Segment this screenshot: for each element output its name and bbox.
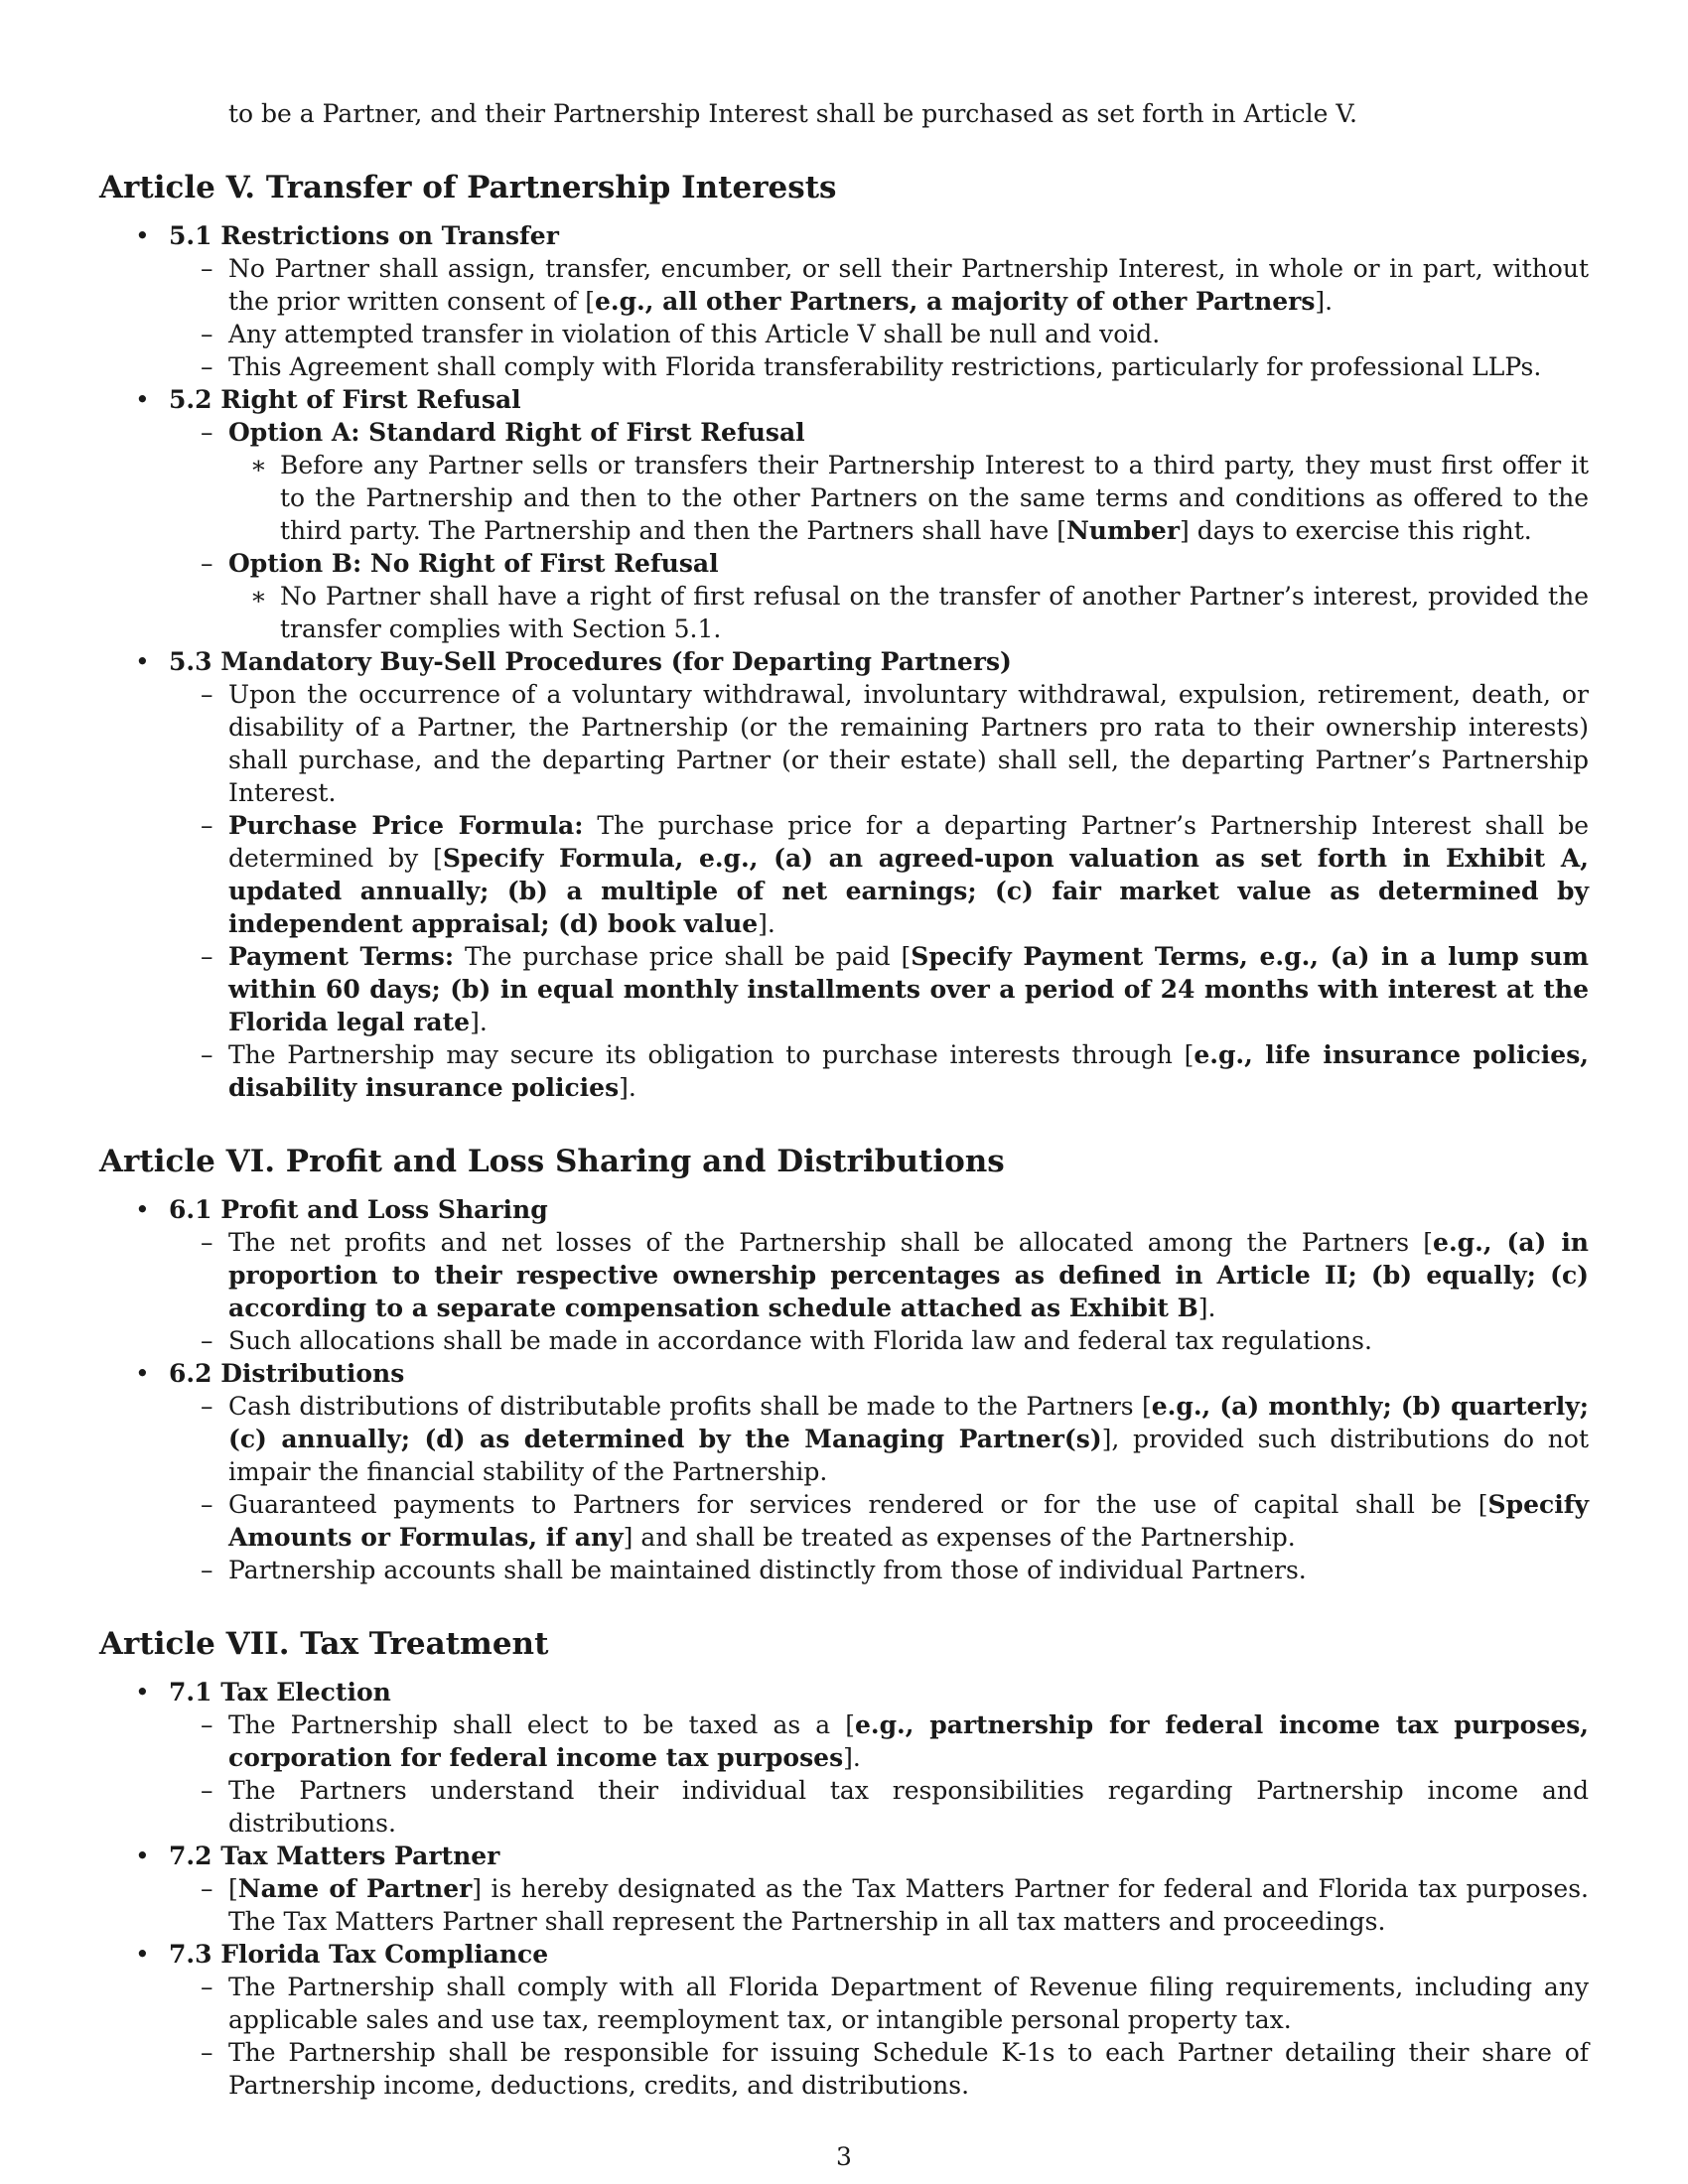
section-7-3 bbox=[99, 1938, 1589, 2102]
section-6-2 bbox=[99, 1357, 1589, 1586]
option-a-title: Option A: Standard Right of First Refusal bbox=[228, 418, 805, 447]
option-b bbox=[169, 547, 1589, 645]
section-6-1-title: 6.1 Profit and Loss Sharing bbox=[169, 1195, 548, 1224]
article-5-heading: Article V. Transfer of Partnership Interests bbox=[99, 170, 837, 205]
section-7-1-title: 7.1 Tax Election bbox=[169, 1678, 391, 1706]
section-5-1 bbox=[99, 219, 1589, 383]
list-item: – The net profits and net losses of the Partnership shall be allocated among the Partners [e.g., (a) in proportion to their respective ownership percentages as defined in Article II; (b) equally; (c) according to a separate compensation schedule attached as Exhibit B]. bbox=[169, 1226, 1589, 1324]
article-7-list bbox=[99, 1676, 1589, 2102]
list-item: – Upon the occurrence of a voluntary withdrawal, involuntary withdrawal, expulsion, retirement, death, or disability of a Partner, the Partnership (or the remaining Partners pro rata to their ownership interests) shall purchase, and the departing Partner (or their estate) shall sell, the departing Partner’s Partnership Interest. bbox=[169, 678, 1589, 809]
list-item: – No Partner shall assign, transfer, encumber, or sell their Partnership Interest, in whole or in part, without the prior written consent of [e.g., all other Partners, a majority of other Partners]. bbox=[169, 252, 1589, 318]
list-item: – The Partnership may secure its obligation to purchase interests through [e.g., life insurance policies, disability insurance policies]. bbox=[169, 1038, 1589, 1104]
article-7-heading: Article VII. Tax Treatment bbox=[99, 1626, 549, 1662]
list-item: – The Partners understand their individual tax responsibilities regarding Partnership income and distributions. bbox=[169, 1774, 1589, 1840]
section-7-2-title: 7.2 Tax Matters Partner bbox=[169, 1842, 500, 1870]
section-5-1-title: 5.1 Restrictions on Transfer bbox=[169, 221, 559, 250]
article-5-list bbox=[99, 219, 1589, 1104]
article-6-heading: Article VI. Profit and Loss Sharing and Distributions bbox=[99, 1144, 1005, 1179]
list-item: – Partnership accounts shall be maintained distinctly from those of individual Partners. bbox=[169, 1554, 1589, 1586]
page-content bbox=[99, 97, 1589, 2102]
list-item: – Payment Terms: The purchase price shall be paid [Specify Payment Terms, e.g., (a) in a lump sum within 60 days; (b) in equal monthly installments over a period of 24 months with interest at the Florida legal rate]. bbox=[169, 940, 1589, 1038]
section-5-3 bbox=[99, 645, 1589, 1104]
list-item: – The Partnership shall be responsible for issuing Schedule K-1s to each Partner detailing their share of Partnership income, deductions, credits, and distributions. bbox=[169, 2036, 1589, 2102]
section-7-2 bbox=[99, 1840, 1589, 1938]
article-6-list bbox=[99, 1193, 1589, 1586]
section-7-3-title: 7.3 Florida Tax Compliance bbox=[169, 1940, 549, 1969]
list-item: – Cash distributions of distributable profits shall be made to the Partners [e.g., (a) monthly; (b) quarterly; (c) annually; (d) as determined by the Managing Partner(s)], provided such distributions do not impair the financial stability of the Partnership. bbox=[169, 1390, 1589, 1488]
section-5-3-title: 5.3 Mandatory Buy-Sell Procedures (for Departing Partners) bbox=[169, 647, 1012, 676]
list-item: – This Agreement shall comply with Florida transferability restrictions, particularly for professional LLPs. bbox=[169, 350, 1589, 383]
list-item: – Guaranteed payments to Partners for services rendered or for the use of capital shall be [Specify Amounts or Formulas, if any] and shall be treated as expenses of the Partnership. bbox=[169, 1488, 1589, 1554]
list-item: – The Partnership shall comply with all Florida Department of Revenue filing requirements, including any applicable sales and use tax, reemployment tax, or intangible personal property tax. bbox=[169, 1971, 1589, 2036]
option-b-title: Option B: No Right of First Refusal bbox=[228, 549, 719, 578]
list-item: – Any attempted transfer in violation of this Article V shall be null and void. bbox=[169, 318, 1589, 350]
section-7-1 bbox=[99, 1676, 1589, 1840]
list-item: – The Partnership shall elect to be taxed as a [e.g., partnership for federal income tax purposes, corporation for federal income tax purposes]. bbox=[169, 1708, 1589, 1774]
list-item: – Such allocations shall be made in accordance with Florida law and federal tax regulations. bbox=[169, 1324, 1589, 1357]
list-item: ∗ Before any Partner sells or transfers their Partnership Interest to a third party, they must first offer it to the Partnership and then to the other Partners on the same terms and conditions as offered to the third party. The Partnership and then the Partners shall have [Number] days to exercise this right. bbox=[228, 449, 1589, 547]
intro-paragraph: to be a Partner, and their Partnership Interest shall be purchased as set forth in Article V. bbox=[228, 99, 1357, 128]
list-item: – [Name of Partner] is hereby designated as the Tax Matters Partner for federal and Florida tax purposes. The Tax Matters Partner shall represent the Partnership in all tax matters and proceedings. bbox=[169, 1872, 1589, 1938]
section-6-2-title: 6.2 Distributions bbox=[169, 1359, 405, 1388]
page-number: 3 bbox=[836, 2142, 852, 2171]
list-item: ∗ No Partner shall have a right of first refusal on the transfer of another Partner’s interest, provided the transfer complies with Section 5.1. bbox=[228, 580, 1589, 645]
option-a bbox=[169, 416, 1589, 547]
section-6-1 bbox=[99, 1193, 1589, 1357]
list-item: – Purchase Price Formula: The purchase price for a departing Partner’s Partnership Interest shall be determined by [Specify Formula, e.g., (a) an agreed-upon valuation as set forth in Exhibit A, updated annually; (b) a multiple of net earnings; (c) fair market value as determined by independent appraisal; (d) book value]. bbox=[169, 809, 1589, 940]
section-5-2 bbox=[99, 383, 1589, 645]
section-5-2-title: 5.2 Right of First Refusal bbox=[169, 385, 521, 414]
